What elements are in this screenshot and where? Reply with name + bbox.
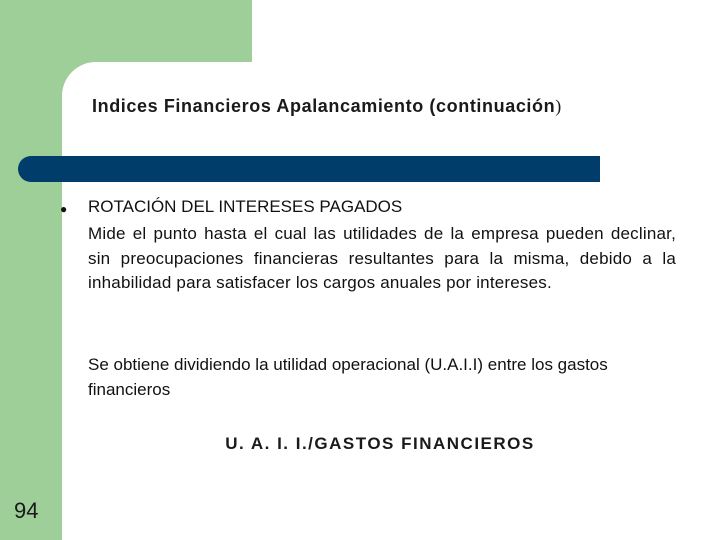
section-heading: ROTACIÓN DEL INTERESES PAGADOS bbox=[88, 197, 403, 216]
page-number: 94 bbox=[14, 498, 39, 523]
slide-title-paren: ) bbox=[555, 96, 562, 116]
title-divider-bar bbox=[18, 156, 600, 182]
content-panel bbox=[62, 62, 720, 540]
green-left-stripe bbox=[0, 0, 62, 540]
slide-title-text: Indices Financieros Apalancamiento (continuación bbox=[92, 96, 556, 116]
description-paragraph: Mide el punto hasta el cual las utilidades de la empresa pueden declinar, sin preocupaciones financieras resultantes para la misma, debido a la inhabilidad para satisfacer los cargos anuales por intereses. bbox=[88, 224, 676, 292]
method-paragraph: Se obtiene dividiendo la utilidad operacional (U.A.I.I) entre los gastos financieros bbox=[88, 355, 608, 399]
bullet-icon: ● bbox=[60, 202, 68, 216]
slide-title bbox=[92, 96, 562, 117]
formula-text: U. A. I. I./GASTOS FINANCIEROS bbox=[225, 434, 535, 453]
